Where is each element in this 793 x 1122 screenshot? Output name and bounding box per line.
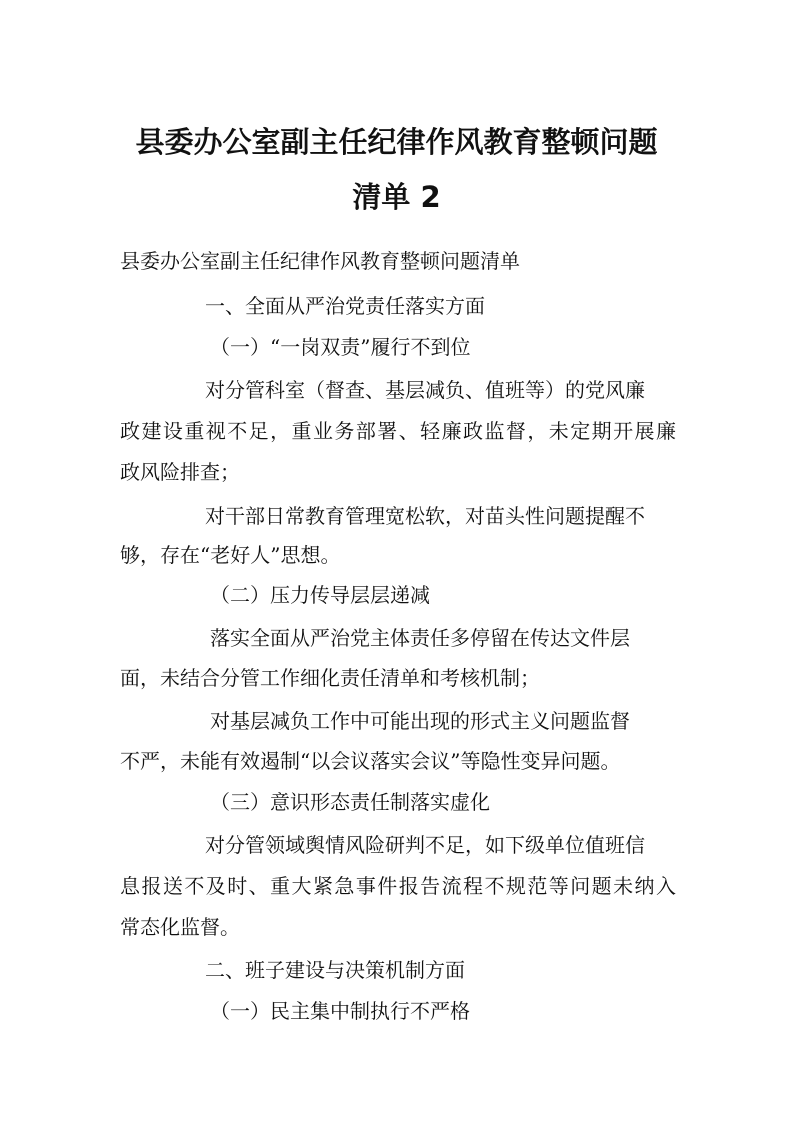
document-title-line-2: 清单 2 — [352, 180, 441, 214]
paragraph-line: 常态化监督。 — [120, 915, 240, 939]
paragraph-line: 落实全面从严治党主体责任多停留在传达文件层 — [210, 626, 630, 650]
subsection-heading-1-1: （一）“一岗双责”履行不到位 — [210, 335, 471, 359]
document-subtitle: 县委办公室副主任纪律作风教育整顿问题清单 — [120, 249, 520, 273]
subsection-heading-1-2: （二）压力传导层层递减 — [210, 583, 430, 607]
paragraph-line: 够，存在“老好人”思想。 — [120, 543, 341, 567]
paragraph-line: 息报送不及时、重大紧急事件报告流程不规范等问题未纳入 — [120, 874, 676, 898]
paragraph-line: 对分管科室（督查、基层减负、值班等）的党风廉 — [205, 378, 645, 402]
subsection-heading-2-1: （一）民主集中制执行不严格 — [210, 999, 470, 1023]
section-heading-2: 二、班子建设与决策机制方面 — [205, 958, 465, 982]
paragraph-line: 面，未结合分管工作细化责任清单和考核机制； — [120, 666, 540, 690]
paragraph-line: 对分管领域舆情风险研判不足，如下级单位值班信 — [205, 833, 645, 857]
paragraph-line: 对干部日常教育管理宽松软，对苗头性问题提醒不 — [205, 504, 645, 528]
subsection-heading-1-3: （三）意识形态责任制落实虚化 — [210, 790, 490, 814]
document-title-line-1: 县委办公室副主任纪律作风教育整顿问题 — [135, 125, 658, 159]
paragraph-line: 政建设重视不足，重业务部署、轻廉政监督，未定期开展廉 — [120, 419, 676, 443]
paragraph-line: 不严，未能有效遏制“以会议落实会议”等隐性变异问题。 — [120, 749, 621, 773]
paragraph-line: 对基层减负工作中可能出现的形式主义问题监督 — [210, 709, 630, 733]
section-heading-1: 一、全面从严治党责任落实方面 — [205, 294, 485, 318]
paragraph-line: 政风险排查； — [120, 460, 240, 484]
